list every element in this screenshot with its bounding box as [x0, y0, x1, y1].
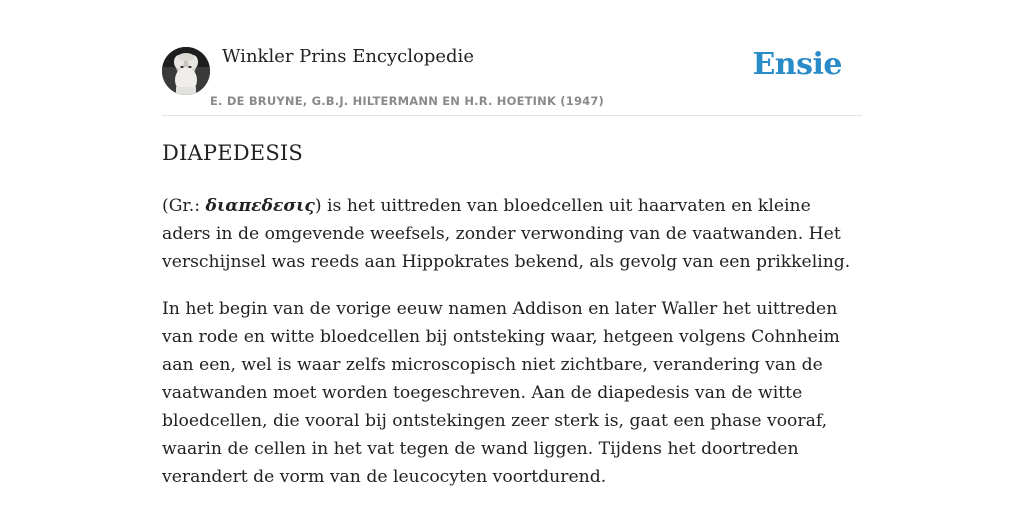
paragraph-history: In het begin van de vorige eeuw namen Addison en later Waller het uittreden van rode en witte bloedcellen bij ontsteking waar, hetgeen volgens Cohnheim aan een, wel is waar zelfs microscopisch niet zichtbare, verandering van de vaatwanden moet worden toegeschreven. Aan de diapedesis van de witte bloedcellen, die vooral bij ontstekingen zeer sterk is, gaat een phase vooraf, waarin de cellen in het vat tegen de wand liggen. Tijdens het doortreden verandert de vorm van de leucocyten voortdurend.: [162, 299, 840, 487]
definition-text: ) is het uittreden van bloedcellen uit haarvaten en kleine aders in de omgevende weefsels, zonder verwonding van de vaatwanden. Het verschijnsel was reeds aan Hippokrates bekend, als gevolg van een prikkeling.: [162, 196, 851, 272]
article-page: [162, 0, 862, 512]
entry-title: DIAPEDESIS: [162, 141, 303, 165]
source-avatar[interactable]: [162, 47, 210, 95]
greek-term: διαπεδεσις: [205, 196, 315, 216]
paragraph-definition: [162, 192, 862, 276]
definition-prefix: (Gr.:: [162, 196, 206, 216]
portrait-icon: [162, 47, 210, 95]
source-header: [162, 0, 862, 116]
ensie-logo-link[interactable]: Ensie: [752, 47, 842, 82]
entry-body: [162, 192, 862, 510]
source-title[interactable]: Winkler Prins Encyclopedie: [222, 46, 474, 67]
source-authors: E. DE BRUYNE, G.B.J. HILTERMANN EN H.R. HOETINK (1947): [210, 94, 605, 108]
